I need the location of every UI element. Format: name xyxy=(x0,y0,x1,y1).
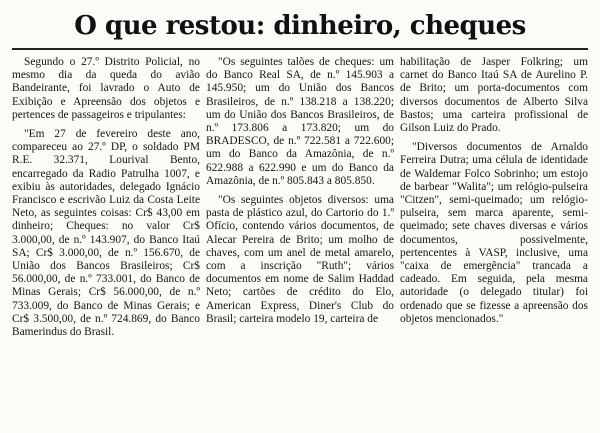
headline-rule xyxy=(12,48,588,50)
paragraph: "Os seguintes talões de cheques: um do Banco Real SA, de n.º 145.903 a 145.950; um do União dos Bancos Brasileiros, de n.º 138.218 a 138.220; um do União dos Bancos Brasileiros, de n.º 173.806 a 173.820; um do BRADESCO, de n.º 722.581 a 722.600; um do Banco da Amazônia, de n.º 622.988 a 622.990 e um do Banco da Amazônia, de n.º 805.843 a 805.850. xyxy=(206,56,394,187)
paragraph: "Diversos documentos de Arnaldo Ferreira Dutra; uma célula de identidade de Waldemar Folco Sobrinho; um estojo de barbear "Walita"; um relógio-pulseira "Citzen", semi-queimado; um relógio-pulseira, sem marca aparente, semi-queimado; sete chaves diversas e vários documentos, possivelmente, pertencentes à VASP, inclusive, uma "caixa de emergência" trancada a cadeado. Em seguida, pela mesma autoridade (o delegado titular) foi ordenado que se fizesse a apreensão dos objetos mencionados." xyxy=(400,141,588,325)
paragraph: Segundo o 27.º Distrito Policial, no mesmo dia da queda do avião Bandeirante, foi lavrado o Auto de Exibição e Apreensão dos objetos e pertences de passageiros e tripulantes: xyxy=(12,56,200,121)
column-2 xyxy=(206,56,394,426)
column-3 xyxy=(400,56,588,426)
article-body xyxy=(12,56,588,426)
paragraph: habilitação de Jasper Folkring; um carnet do Banco Itaú SA de Aurelino P. de Brito; um porta-documentos com diversos documentos de Alberto Silva Bastos; uma carteira profissional de Gilson Luiz do Prado. xyxy=(400,56,588,135)
column-1 xyxy=(12,56,200,426)
paragraph: "Em 27 de fevereiro deste ano, compareceu ao 27.º DP, o soldado PM R.E. 32.371, Lourival Bento, encarregado da Radio Patrulha 1007, e exibiu às autoridades, delegado Ignácio Francisco e escrivão Luiz da Costa Leite Neto, as seguintes coisas: Cr$ 43,00 em dinheiro; Cheques: no valor Cr$ 3.000,00, de n.º 143.907, do Banco Itaú SA; Cr$ 3.000,00, de n.º 156.670, de União dos Bancos Brasileiros; Cr$ 56.000,00, de n.º 733.001, do Banco de Minas Gerais; Cr$ 56.000,00, de n.º 733.009, do Banco de Minas Gerais; e Cr$ 3.500,00, de n.º 724.869, do Banco Bamerindus do Brasil. xyxy=(12,128,200,339)
paragraph: "Os seguintes objetos diversos: uma pasta de plástico azul, do Cartorio do 1.º Ofício, contendo vários documentos, de Alecar Pereira de Brito; um molho de chaves, com um anel de metal amarelo, com a inscrição "Ruth"; vários documentos em nome de Salim Haddad Neto; cartões de crédito do Elo, American Express, Diner's Club do Brasil; carteira modelo 19, carteira de xyxy=(206,194,394,325)
headline: O que restou: dinheiro, cheques xyxy=(74,11,526,41)
